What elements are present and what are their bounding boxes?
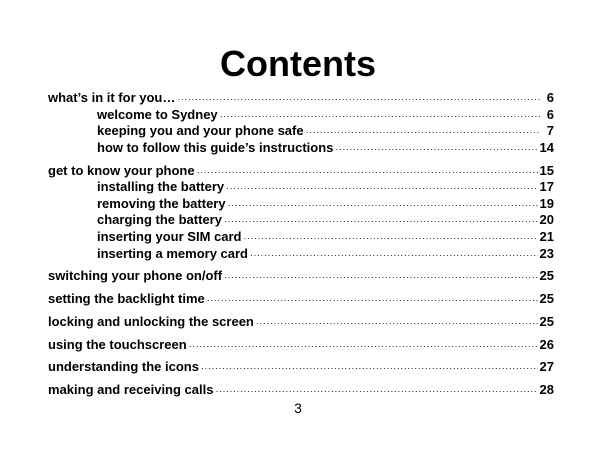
toc-entry-page: 20 [539,212,554,228]
dot-leader [224,213,538,230]
dot-leader [256,315,538,332]
toc-entry-page: 17 [539,179,554,195]
toc-entry-inserting-sim[interactable] [48,229,554,246]
dot-leader [243,230,537,247]
toc-entry-page: 27 [539,359,554,375]
toc-entry-page: 21 [539,228,554,244]
dot-leader [335,141,537,158]
page-title: Contents [220,43,376,84]
toc-entry-page: 25 [539,268,554,284]
dot-leader [250,247,538,264]
toc-entry-label: switching your phone on/off [48,268,223,284]
toc-entry-label: understanding the icons [48,359,199,375]
dot-leader [228,197,538,214]
toc-entry-page: 28 [539,382,554,398]
toc-entry-page: 14 [539,139,554,155]
toc-entry-label: inserting your SIM card [97,228,242,244]
page-number: 3 [294,400,302,416]
toc-entry-page: 15 [539,162,554,178]
toc-entry-whats-in-it[interactable] [48,90,554,107]
toc-entry-keeping-safe[interactable] [48,123,554,140]
dot-leader [224,269,537,286]
toc-entry-label: how to follow this guide’s instructions [97,139,334,155]
dot-leader [215,383,537,400]
toc-entry-page: 26 [539,336,554,352]
toc-entry-locking-screen[interactable] [48,314,554,331]
toc-entry-icons[interactable] [48,359,554,376]
toc-entry-label: get to know your phone [48,162,195,178]
toc-entry-page: 23 [539,245,554,261]
toc-entry-removing-battery[interactable] [48,196,554,213]
toc-entry-page: 25 [539,313,554,329]
toc-entry-backlight[interactable] [48,291,554,308]
toc-entry-label: keeping you and your phone safe [97,123,304,139]
dot-leader [306,124,540,141]
toc-entry-label: inserting a memory card [97,245,248,261]
dot-leader [226,180,537,197]
toc-entry-label: removing the battery [97,195,226,211]
dot-leader [177,91,540,108]
toc-entry-installing-battery[interactable] [48,179,554,196]
toc-entry-page: 25 [539,291,554,307]
dot-leader [189,338,538,355]
toc-entry-calls[interactable] [48,382,554,399]
toc-entry-label: charging the battery [97,212,222,228]
toc-entry-get-to-know[interactable] [48,163,554,180]
toc-entry-touchscreen[interactable] [48,337,554,354]
dot-leader [201,360,538,377]
dot-leader [207,292,538,309]
toc-entry-label: setting the backlight time [48,291,205,307]
toc-entry-label: making and receiving calls [48,382,214,398]
toc-entry-switching-on-off[interactable] [48,268,554,285]
toc-entry-page: 19 [539,195,554,211]
toc-entry-label: what’s in it for you… [48,90,176,105]
toc-entry-welcome[interactable] [48,107,554,124]
dot-leader [220,108,540,125]
toc-entry-page: 6 [546,90,554,105]
toc-entry-label: installing the battery [97,179,225,195]
toc-entry-label: locking and unlocking the screen [48,313,254,329]
toc-entry-page: 6 [546,106,554,122]
toc-entry-charging-battery[interactable] [48,212,554,229]
table-of-contents [48,90,554,399]
toc-entry-how-to-follow[interactable] [48,140,554,157]
toc-entry-inserting-memory-card[interactable] [48,246,554,263]
toc-entry-page: 7 [546,123,554,139]
dot-leader [197,164,538,181]
toc-entry-label: welcome to Sydney [97,106,218,122]
toc-entry-label: using the touchscreen [48,336,187,352]
